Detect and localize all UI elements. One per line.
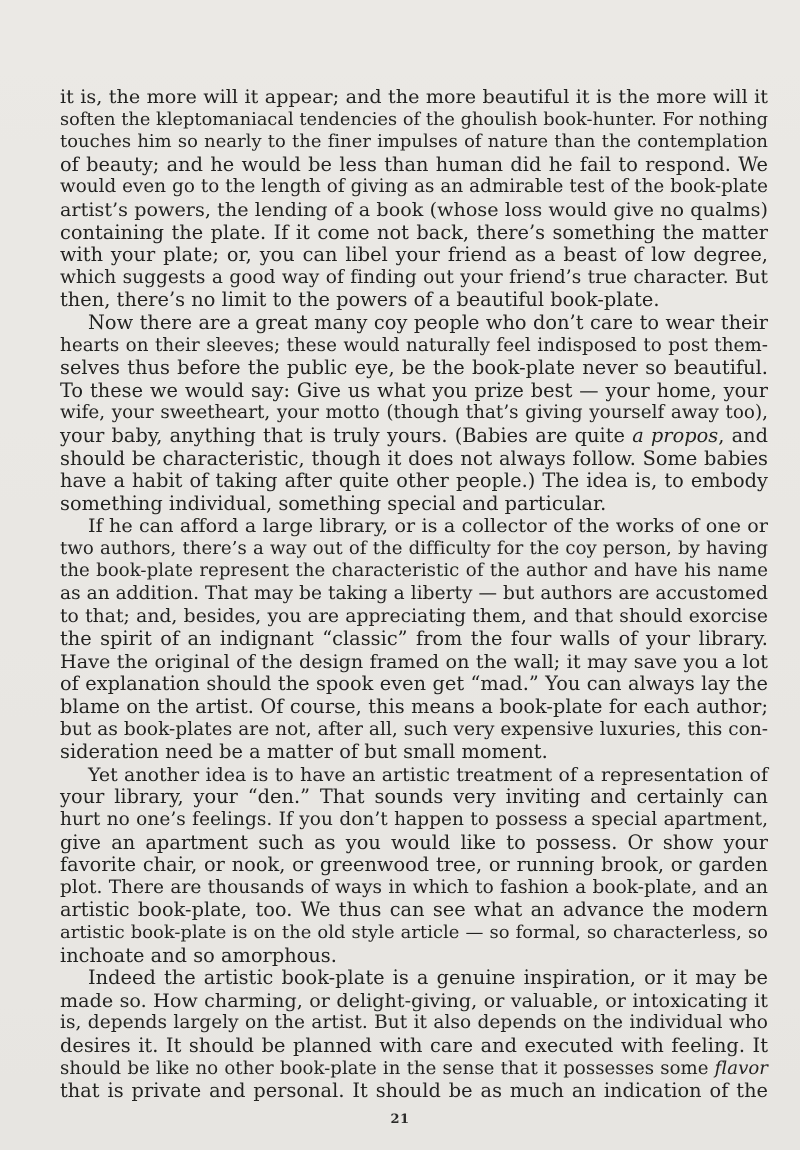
text-line: If he can afford a large library, or is a collector of the works of one or: [88, 514, 768, 538]
page-number: 21: [390, 1112, 410, 1127]
text-line: touches him so nearly to the finer impulses of nature than the contemplation: [60, 131, 768, 153]
text-line: it is, the more will it appear; and the more beautiful it is the more will it: [60, 85, 768, 108]
text-line: the book-plate represent the characteristic of the author and have his name: [60, 560, 768, 582]
text-line: hearts on their sleeves; these would naturally feel indisposed to post them-: [60, 334, 768, 356]
text-line: favorite chair, or nook, or greenwood tree, or running brook, or garden: [60, 853, 768, 877]
text-line: Have the original of the design framed on the wall; it may save you a lot: [60, 649, 768, 673]
text-line: Now there are a great many coy people who don’t care to wear their: [88, 310, 768, 334]
text-line: Indeed the artistic book-plate is a genuine inspiration, or it may be: [88, 966, 768, 990]
text-line: something individual, something special and particular.: [60, 491, 607, 515]
text-line: your library, your “den.” That sounds very inviting and certainly can: [60, 785, 768, 809]
text-line: the spirit of an indignant “classic” from the four walls of your library.: [60, 627, 768, 651]
text-line: artistic book-plate, too. We thus can see what an advance the modern: [60, 898, 768, 922]
text-line: Yet another idea is to have an artistic treatment of a representation of: [88, 763, 768, 786]
text-line: give an apartment such as you would like to possess. Or show your: [60, 830, 768, 854]
text-line: then, there’s no limit to the powers of a beautiful book-plate.: [60, 288, 660, 312]
text-line: inchoate and so amorphous.: [60, 943, 337, 967]
text-line: which suggests a good way of finding out your friend’s true character. But: [60, 266, 768, 288]
text-line: should be characteristic, though it does not always follow. Some babies: [60, 446, 768, 470]
text-line: desires it. It should be planned with care and executed with feeling. It: [60, 1033, 768, 1057]
text-line: artistic book-plate is on the old style article — so formal, so characterless, so: [60, 921, 768, 943]
text-line: of explanation should the spook even get “mad.” You can always lay the: [60, 672, 768, 696]
text-line: have a habit of taking after quite other people.) The idea is, to embody: [60, 469, 768, 493]
text-line: soften the kleptomaniacal tendencies of the ghoulish book-hunter. For nothing: [60, 109, 768, 130]
text-line: as an addition. That may be taking a liberty — but authors are accustomed: [60, 583, 768, 605]
text-line: sideration need be a matter of but small moment.: [60, 740, 548, 764]
text-line: would even go to the length of giving as an admirable test of the book-plate: [60, 176, 768, 198]
text-line: To these we would say: Give us what you prize best — your home, your: [60, 378, 768, 402]
text-line: plot. There are thousands of ways in which to fashion a book-plate, and an: [60, 876, 768, 898]
text-line: wife, your sweetheart, your motto (though that’s giving yourself away too),: [60, 402, 768, 424]
text-line: artist’s powers, the lending of a book (whose loss would give no qualms): [60, 197, 768, 221]
text-line: to that; and, besides, you are appreciating them, and that should exorcise: [60, 605, 768, 627]
text-line: two authors, there’s a way out of the difficulty for the coy person, by having: [60, 537, 768, 559]
text-line: is, depends largely on the artist. But it also depends on the individual who: [60, 1012, 768, 1034]
text-line: but as book-plates are not, after all, such very expensive luxuries, this con-: [60, 718, 769, 740]
text-line: your baby, anything that is truly yours. (Babies are quite a propos, and: [60, 423, 768, 447]
text-line: of beauty; and he would be less than human did he fail to respond. We: [60, 152, 768, 176]
body-text: [60, 86, 768, 1103]
text-line: should be like no other book-plate in the sense that it possesses some flavor: [60, 1057, 768, 1079]
text-line: blame on the artist. Of course, this means a book-plate for each author;: [60, 695, 768, 719]
text-line: that is private and personal. It should be as much an indication of the: [60, 1079, 768, 1103]
text-line: hurt no one’s feelings. If you don’t happen to possess a special apartment,: [60, 809, 768, 830]
text-line: made so. How charming, or delight-giving, or valuable, or intoxicating it: [60, 988, 768, 1012]
text-line: containing the plate. If it come not back, there’s something the matter: [60, 220, 768, 244]
text-line: with your plate; or, you can libel your friend as a beast of low degree,: [60, 243, 768, 267]
text-line: selves thus before the public eye, be the book-plate never so beautiful.: [60, 356, 768, 380]
